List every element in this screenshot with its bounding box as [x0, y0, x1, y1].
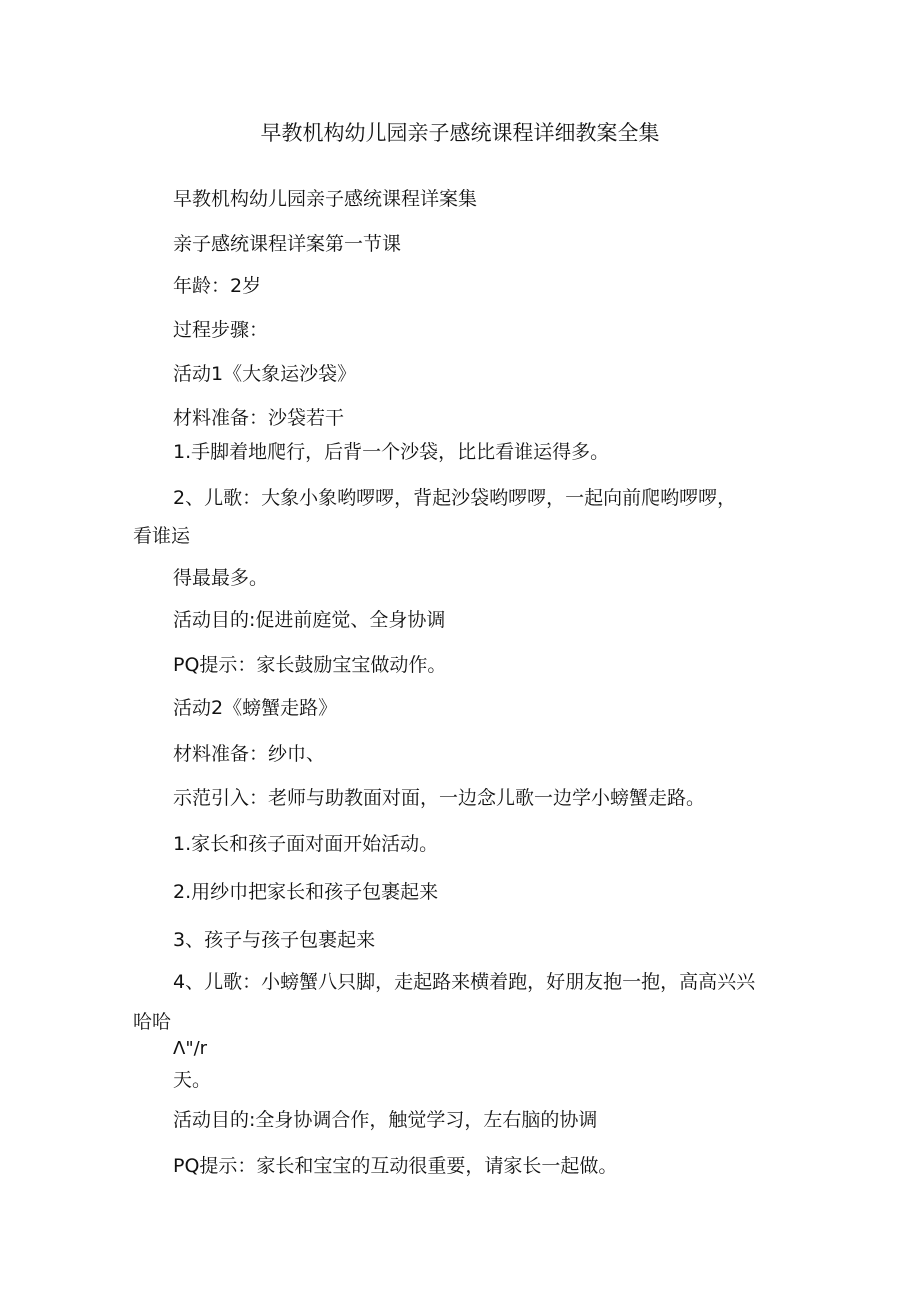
- activity-2-purpose: 活动目的:全身协调合作，触觉学习，左右脑的协调: [173, 1109, 598, 1131]
- activity-2-step-3: 3、孩子与孩子包裹起来: [173, 929, 376, 951]
- document-title: 早教机构幼儿园亲子感统课程详细教案全集: [260, 121, 660, 145]
- activity-1-tip: PQ提示：家长鼓励宝宝做动作。: [173, 654, 447, 676]
- process-heading: 过程步骤：: [173, 319, 269, 341]
- activity-1-heading: 活动1《大象运沙袋》: [173, 363, 357, 385]
- activity-1-purpose: 活动目的:促进前庭觉、全身协调: [173, 609, 446, 631]
- activity-2-intro: 示范引入：老师与助教面对面，一边念儿歌一边学小螃蟹走路。: [173, 787, 706, 809]
- activity-2-heading: 活动2《螃蟹走路》: [173, 697, 338, 719]
- subtitle-line: 早教机构幼儿园亲子感统课程详案集: [173, 188, 478, 210]
- activity-1-rhyme: 2、儿歌：大象小象哟啰啰，背起沙袋哟啰啰，一起向前爬哟啰啰，: [173, 487, 737, 509]
- activity-1-step-1: 1.手脚着地爬行，后背一个沙袋，比比看谁运得多。: [173, 441, 610, 463]
- lesson-heading: 亲子感统课程详案第一节课: [173, 233, 402, 255]
- activity-2-rhyme-end: 天。: [173, 1069, 212, 1091]
- age-line: 年龄：2岁: [173, 275, 262, 297]
- activity-2-materials: 材料准备：纱巾、: [173, 743, 326, 765]
- ocr-fragment: Λ"/r: [173, 1038, 208, 1059]
- activity-1-rhyme-end: 得最最多。: [173, 567, 269, 589]
- activity-2-rhyme-cont: 哈哈: [133, 1011, 172, 1033]
- activity-2-tip: PQ提示：家长和宝宝的互动很重要，请家长一起做。: [173, 1155, 618, 1177]
- activity-1-rhyme-cont: 看谁运: [133, 525, 191, 547]
- activity-1-materials: 材料准备：沙袋若干: [173, 407, 345, 429]
- activity-2-step-1: 1.家长和孩子面对面开始活动。: [173, 833, 439, 855]
- activity-2-step-2: 2.用纱巾把家长和孩子包裹起来: [173, 881, 439, 903]
- activity-2-rhyme: 4、儿歌：小螃蟹八只脚，走起路来横着跑，好朋友抱一抱，高高兴兴: [173, 971, 756, 993]
